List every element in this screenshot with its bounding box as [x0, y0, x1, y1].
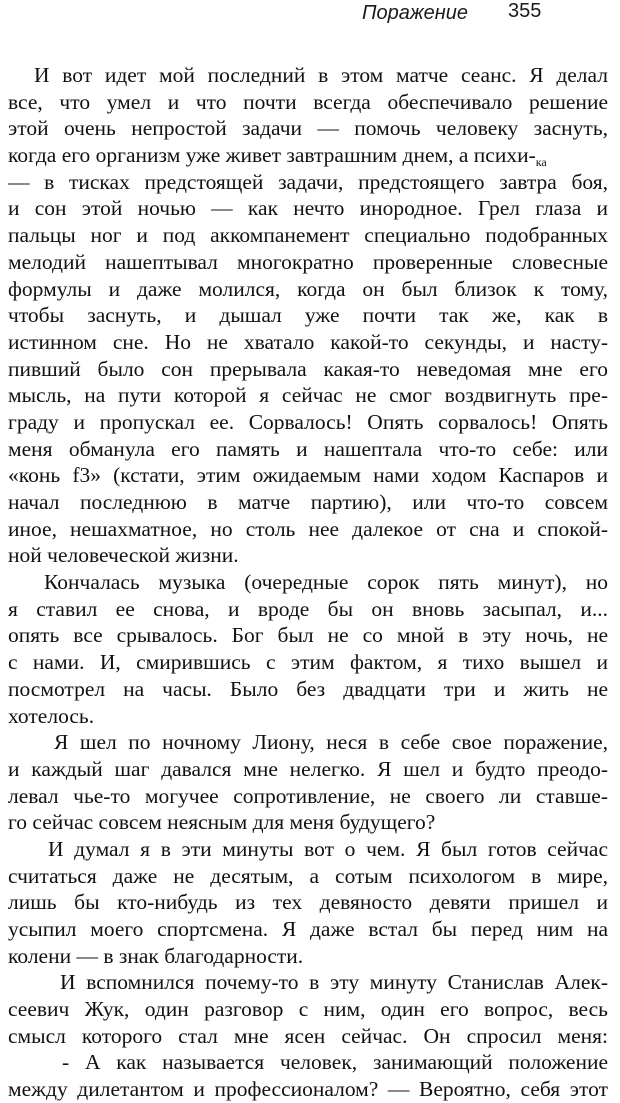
text-line: И думал я в эти минуты вот о чем. Я был готов сейчас [48, 836, 608, 861]
text-line: колени — в знак благодарности. [8, 943, 304, 968]
text-line: пальцы ног и под аккомпанемент специально подобранных [8, 223, 608, 248]
text-line: Я шел по ночному Лиону, неся в себе свое поражение, [54, 730, 608, 755]
text-line: иное, нешахматное, но столь нее далекое от сна и спокой- [8, 516, 608, 541]
text-line: я ставил ее снова, и вроде бы он вновь засыпал, и... [8, 596, 608, 621]
text-line: когда его организм уже живет завтрашним днем, а психи- [8, 143, 536, 168]
text-line: смысл которого стал мне ясен сейчас. Он спросил меня: [8, 1023, 608, 1048]
text-line: меня обманула его память и нашептала что-то себе: или [8, 436, 608, 461]
text-line: и каждый шаг давался мне нелегко. Я шел и будто преодо- [8, 756, 608, 781]
text-line: лишь бы кто-нибудь из тех девяносто девяти пришел и [8, 890, 608, 915]
text-line: с нами. И, смирившись с этим фактом, я тихо вышел и [8, 650, 608, 675]
text-line: го сейчас совсем неясным для меня будущего? [8, 810, 436, 835]
text-line: начал последнюю в матче партию), или что-то совсем [8, 490, 608, 514]
text-line: и сон этой ночью — как нечто инородное. Грел глаза и [8, 196, 608, 221]
text-line: сеевич Жук, один разговор с ним, один его вопрос, весь [8, 997, 608, 1022]
text-line: мысль, на пути которой я сейчас не смог воздвигнуть пре- [8, 383, 608, 408]
text-line: «конь f3» (кстати, этим ожидаемым нами ходом Каспаров и [8, 463, 608, 488]
text-line: граду и пропускал ее. Сорвалось! Опять сорвалось! Опять [8, 409, 608, 434]
text-line: пивший было сон прерывала какая-то неведомая мне его [8, 356, 608, 381]
text-line: чтобы заснуть, и дышал уже почти так же, как в [8, 303, 608, 328]
text-line: посмотрел на часы. Было без двадцати три и жить не [8, 676, 608, 701]
text-line: формулы и даже молился, когда он был близок к тому, [8, 276, 608, 301]
text-line: — в тисках предстоящей задачи, предстоящего завтра боя, [8, 169, 608, 194]
text-line: левал чье-то могучее сопротивление, не своего ли ставше- [8, 783, 608, 808]
text-line: И вспомнился почему-то в эту минуту Станислав Алек- [60, 970, 608, 995]
text-line: Кончалась музыка (очередные сорок пять минут), но [44, 570, 608, 595]
text-line: хотелось. [8, 703, 95, 728]
text-line: считаться даже не десятым, а сотым психологом в мире, [8, 863, 608, 888]
text-line: между дилетантом и профессионалом? — Вероятно, себя этот [8, 1077, 608, 1102]
text-line: этой очень непростой задачи — помочь человеку заснуть, [8, 116, 608, 141]
text-line: все, что умел и что почти всегда обеспечивало решение [8, 89, 608, 114]
running-header-title: Поражение [362, 2, 468, 24]
text-line: истинном сне. Но не хватало какой-то секунды, и насту- [8, 329, 608, 354]
text-line-with-note [8, 142, 608, 169]
margin-note: ка [535, 155, 547, 170]
text-line: - А как называется человек, занимающий положение [62, 1050, 608, 1075]
page-number: 355 [508, 0, 542, 22]
text-line: опять все срывалось. Бог был не со мной в эту ночь, не [8, 623, 608, 648]
text-line: мелодий нашептывал многократно проверенные словесные [8, 249, 608, 274]
text-line: усыпил моего спортсмена. Я даже встал бы перед ним на [8, 917, 608, 941]
page-body [8, 62, 608, 1103]
text-line: ной человеческой жизни. [8, 543, 239, 568]
text-line: И вот идет мой последний в этом матче сеанс. Я делал [34, 63, 608, 87]
